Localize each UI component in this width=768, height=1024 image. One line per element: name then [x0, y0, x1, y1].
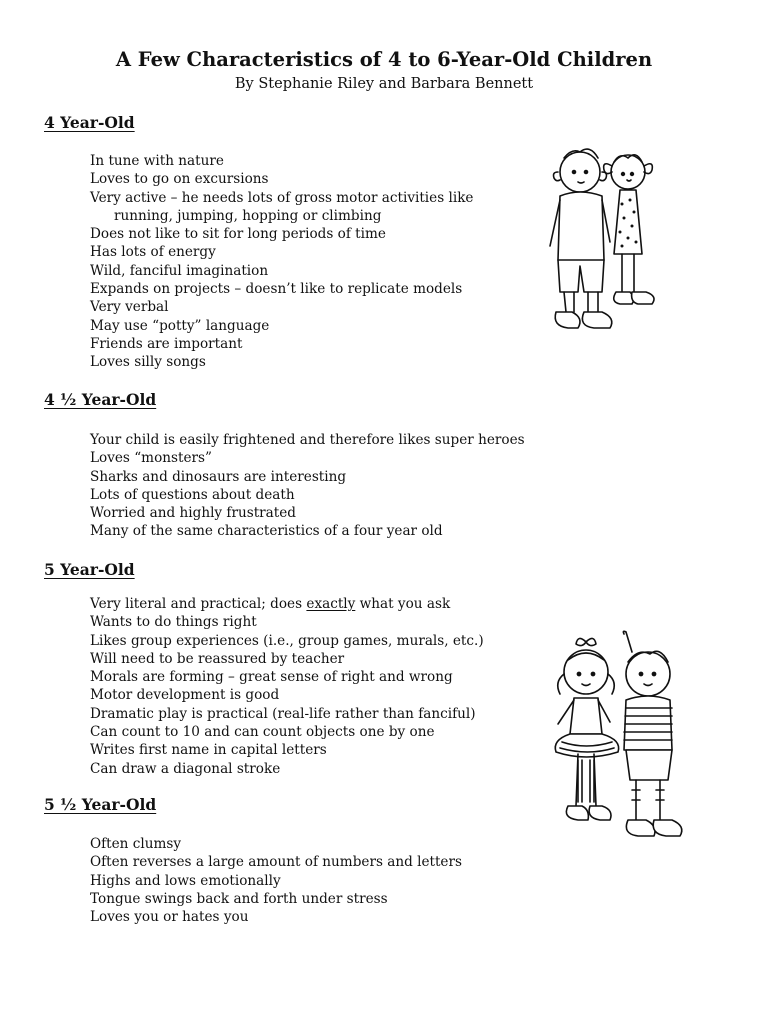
- list-item-text: Very literal and practical; does: [90, 596, 307, 612]
- list-item: Loves silly songs: [90, 354, 206, 371]
- list-item: Often reverses a large amount of numbers and letters: [90, 854, 462, 871]
- list-item: Writes first name in capital letters: [90, 742, 327, 759]
- section-heading-5-year-old: 5 Year-Old: [44, 560, 135, 579]
- list-item: Many of the same characteristics of a four year old: [90, 523, 443, 540]
- list-item: Very active – he needs lots of gross motor activities like: [90, 189, 474, 206]
- section-list-5-year-old: [90, 595, 484, 778]
- list-item: Can count to 10 and can count objects one by one: [90, 724, 435, 741]
- list-item: Lots of questions about death: [90, 486, 295, 503]
- section-list-4-year-old: [90, 152, 473, 372]
- girl-figure: [604, 155, 654, 304]
- document-title: A Few Characteristics of 4 to 6-Year-Old Children: [115, 48, 653, 71]
- section-heading-5-half-year-old: 5 ½ Year-Old: [44, 795, 157, 814]
- list-item: Will need to be reassured by teacher: [90, 650, 345, 667]
- children-illustration-1: [538, 142, 670, 338]
- section-heading-4-half-year-old: 4 ½ Year-Old: [44, 390, 157, 409]
- list-item: Has lots of energy: [90, 244, 216, 261]
- list-item: Can draw a diagonal stroke: [90, 760, 281, 777]
- emphasized-word: exactly: [306, 596, 356, 612]
- list-item: [90, 595, 484, 613]
- list-item: Sharks and dinosaurs are interesting: [90, 468, 347, 485]
- boy-figure: [623, 631, 681, 836]
- list-item: Often clumsy: [90, 836, 182, 852]
- section-list-4-half-year-old: [90, 431, 525, 541]
- list-item: Tongue swings back and forth under stress: [90, 890, 388, 907]
- list-item: Friends are important: [90, 335, 243, 352]
- list-item: May use “potty” language: [90, 317, 270, 334]
- section-heading-4-year-old: 4 Year-Old: [44, 113, 135, 132]
- list-item: Wild, fanciful imagination: [90, 262, 269, 279]
- list-item: Wants to do things right: [90, 614, 257, 631]
- children-illustration-2: [540, 630, 690, 856]
- list-item: Likes group experiences (i.e., group games, murals, etc.): [90, 632, 484, 649]
- list-item: Highs and lows emotionally: [90, 872, 281, 889]
- list-item: Motor development is good: [90, 687, 280, 704]
- list-item: Worried and highly frustrated: [90, 505, 296, 522]
- list-item: In tune with nature: [90, 153, 224, 169]
- list-item: Dramatic play is practical (real-life rather than fanciful): [90, 705, 476, 722]
- section-list-5-half-year-old: [90, 835, 462, 926]
- list-item: Morals are forming – great sense of right and wrong: [90, 669, 453, 686]
- list-item: Does not like to sit for long periods of time: [90, 226, 386, 243]
- list-item-text: what you ask: [355, 596, 451, 612]
- list-item: Loves “monsters”: [90, 450, 212, 467]
- list-item: Expands on projects – doesn’t like to replicate models: [90, 281, 463, 298]
- list-item: Loves you or hates you: [90, 909, 249, 926]
- document-author: By Stephanie Riley and Barbara Bennett: [234, 76, 534, 92]
- list-item: Very verbal: [90, 299, 169, 316]
- list-item: Your child is easily frightened and therefore likes super heroes: [90, 432, 525, 448]
- list-item-continuation: running, jumping, hopping or climbing: [114, 207, 382, 224]
- girl-figure: [555, 638, 618, 820]
- list-item: Loves to go on excursions: [90, 171, 269, 188]
- boy-figure: [550, 149, 612, 328]
